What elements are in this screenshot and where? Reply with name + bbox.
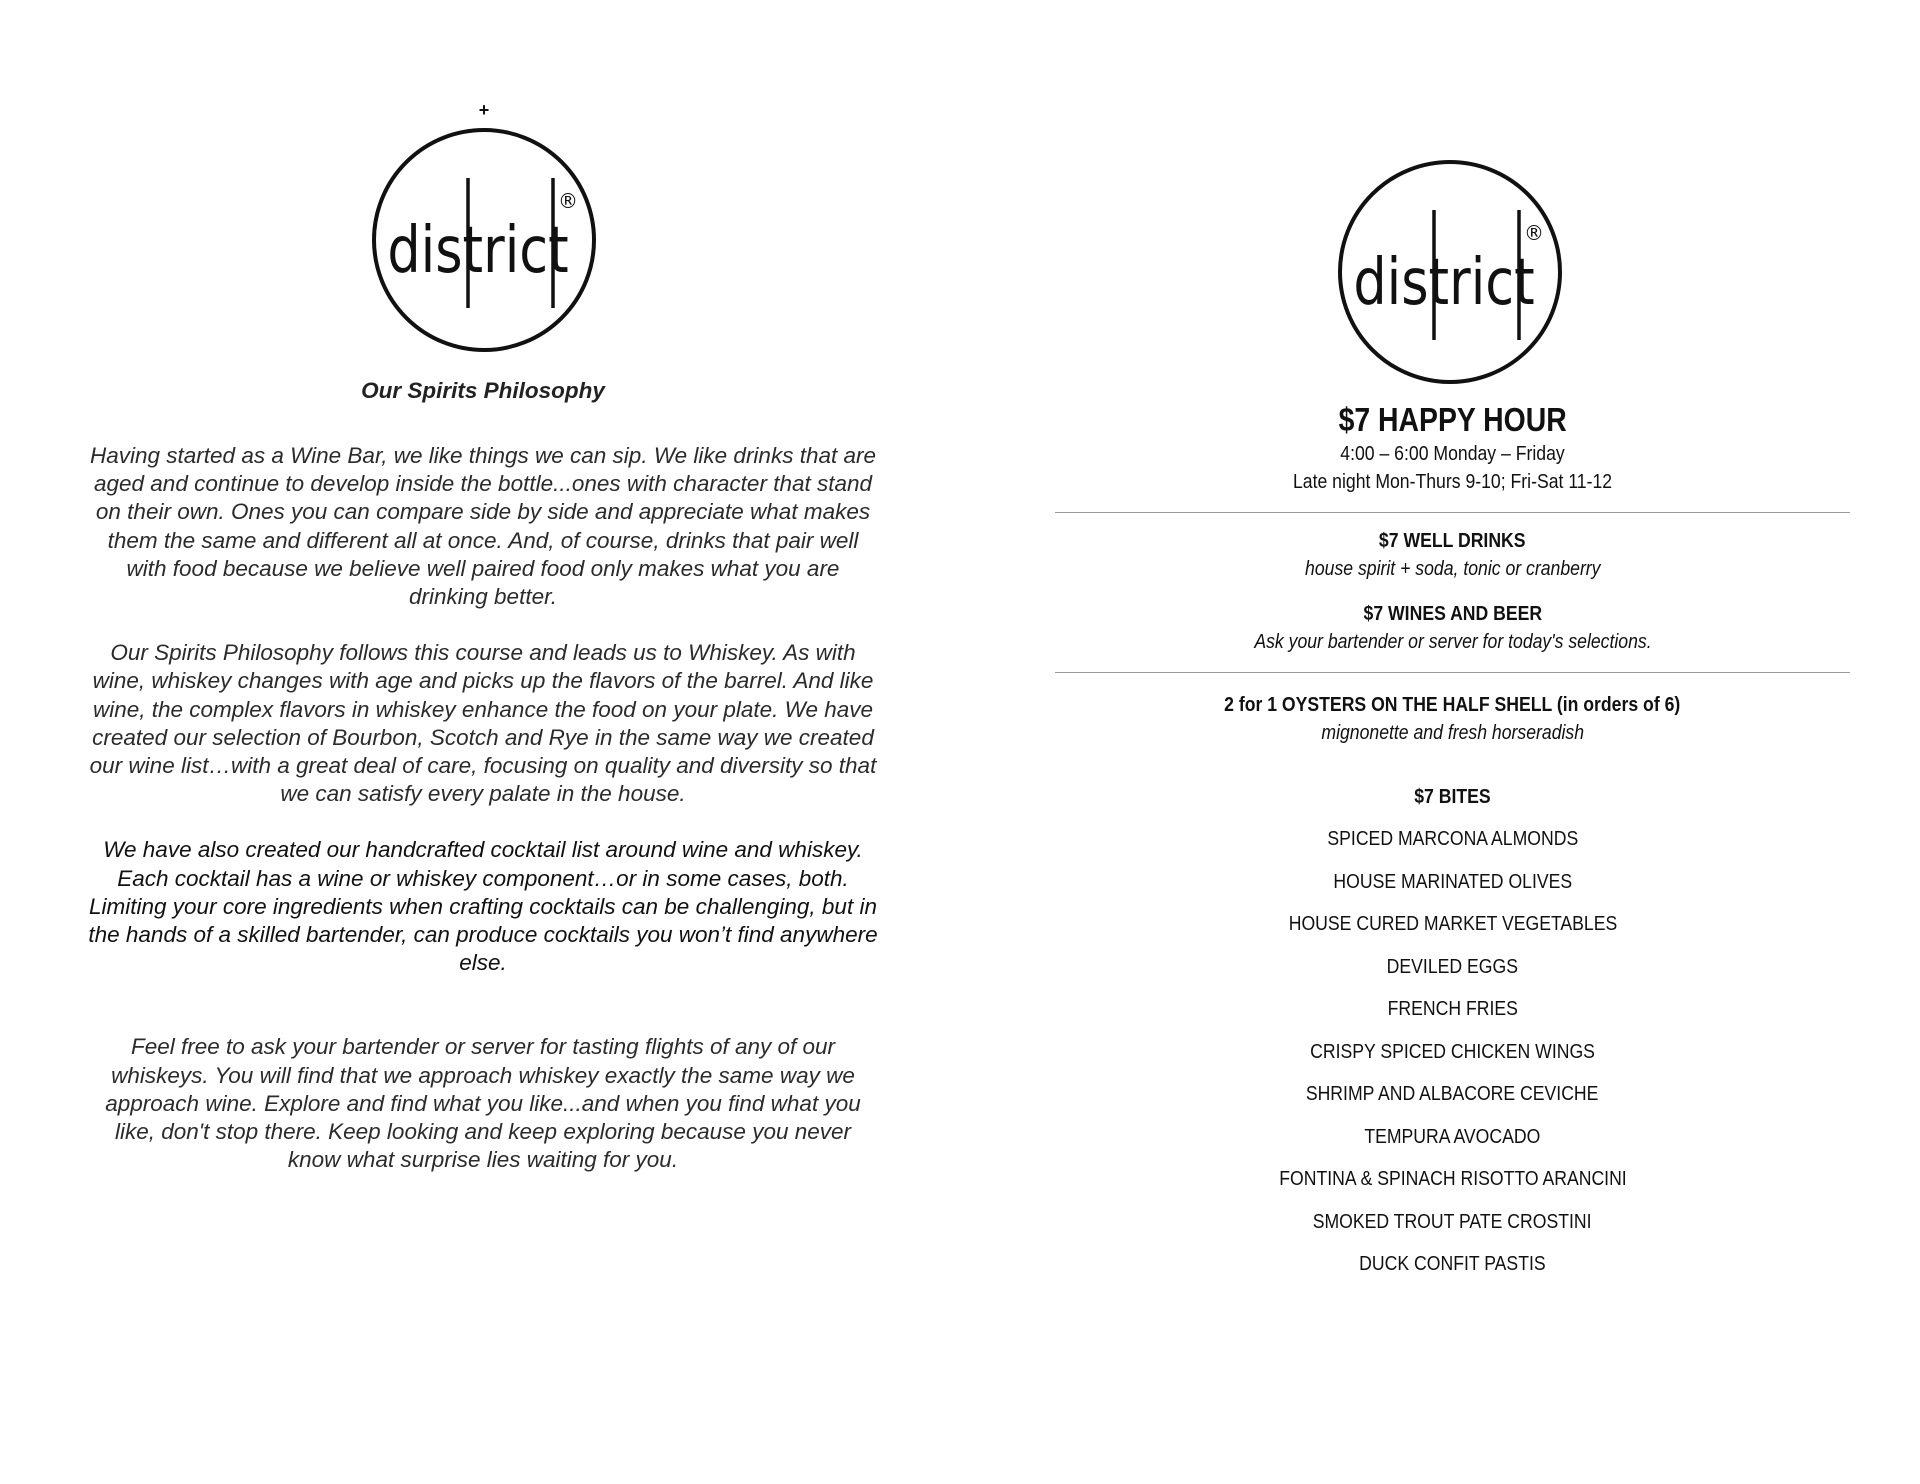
philosophy-paragraph-3: We have also created our handcrafted cocktail list around wine and whiskey. Each cocktail has a wine or whiskey component…or in some cases, both. Limiting your core ingredients when crafting cocktails can be challenging, but in the hands of a skilled bartender, can produce cocktails you won’t find anywhere else. [88,837,878,976]
list-item: SMOKED TROUT PATE CROSTINI [1313,1209,1592,1233]
district-logo-icon [370,100,598,354]
happy-hour-section [1055,400,1850,1293]
well-drinks-description: house spirit + soda, tonic or cranberry [1304,557,1601,580]
divider [1055,672,1850,673]
wines-beer-description: Ask your bartender or server for today's selections. [1253,630,1652,653]
oysters-heading: 2 for 1 OYSTERS ON THE HALF SHELL (in orders of 6) [1224,693,1681,716]
list-item: DEVILED EGGS [1386,954,1519,978]
philosophy-paragraph-2: Our Spirits Philosophy follows this course and leads us to Whiskey. As with wine, whiskey changes with age and picks up the flavors of the barrel. And like wine, the complex flavors in whiskey enhance the food on your plate. We have created our selection of Bourbon, Scotch and Rye in the same way we created our wine list…with a great deal of care, focusing on quality and diversity so that we can satisfy every palate in the house. [89,640,877,807]
divider [1055,512,1850,513]
logo-wordmark: district [387,212,569,288]
list-item: CRISPY SPICED CHICKEN WINGS [1310,1039,1595,1063]
philosophy-paragraph-1: Having started as a Wine Bar, we like things we can sip. We like drinks that are aged and continue to develop inside the bottle...ones with character that stand on their own. Ones you can compare side by side and appreciate what makes them the same and different all at once. And, of course, drinks that pair well with food because we believe well paired food only makes what you are drinking better. [90,443,876,610]
list-item: HOUSE CURED MARKET VEGETABLES [1288,912,1617,935]
happy-hour-title: $7 HAPPY HOUR [1338,401,1567,438]
list-item: SHRIMP AND ALBACORE CEVICHE [1306,1082,1599,1105]
list-item: TEMPURA AVOCADO [1364,1124,1541,1148]
district-logo-left [370,100,598,354]
list-item: SPICED MARCONA ALMONDS [1327,827,1578,850]
list-item: HOUSE MARINATED OLIVES [1333,869,1572,893]
wines-beer-heading: $7 WINES AND BEER [1363,602,1542,625]
well-drinks-heading: $7 WELL DRINKS [1379,529,1526,552]
logo-cross-mark: + [478,100,490,120]
bites-list [1055,825,1850,1278]
list-item: DUCK CONFIT PASTIS [1359,1252,1546,1275]
district-logo-icon [1336,158,1564,386]
logo-registered-mark: ® [558,189,578,213]
logo-wordmark: district [1353,244,1535,320]
bites-heading: $7 BITES [1414,785,1491,808]
list-item: FRENCH FRIES [1387,997,1518,1020]
district-logo-right [1336,158,1564,386]
late-night-times: Late night Mon-Thurs 9-10; Fri-Sat 11-12 [1292,470,1613,493]
spirits-philosophy-section [88,378,878,1202]
logo-registered-mark: ® [1524,221,1544,245]
philosophy-paragraph-4: Feel free to ask your bartender or server for tasting flights of any of our whiskeys. You will find that we approach whiskey exactly the same way we approach wine. Explore and find what you like...and when you find what you like, don't stop there. Keep looking and keep exploring because you never know what surprise lies waiting for you. [105,1034,861,1173]
list-item: FONTINA & SPINACH RISOTTO ARANCINI [1278,1167,1627,1190]
oysters-description: mignonette and fresh horseradish [1321,721,1584,744]
spirits-philosophy-title: Our Spirits Philosophy [361,378,605,403]
happy-hour-times: 4:00 – 6:00 Monday – Friday [1340,442,1565,465]
